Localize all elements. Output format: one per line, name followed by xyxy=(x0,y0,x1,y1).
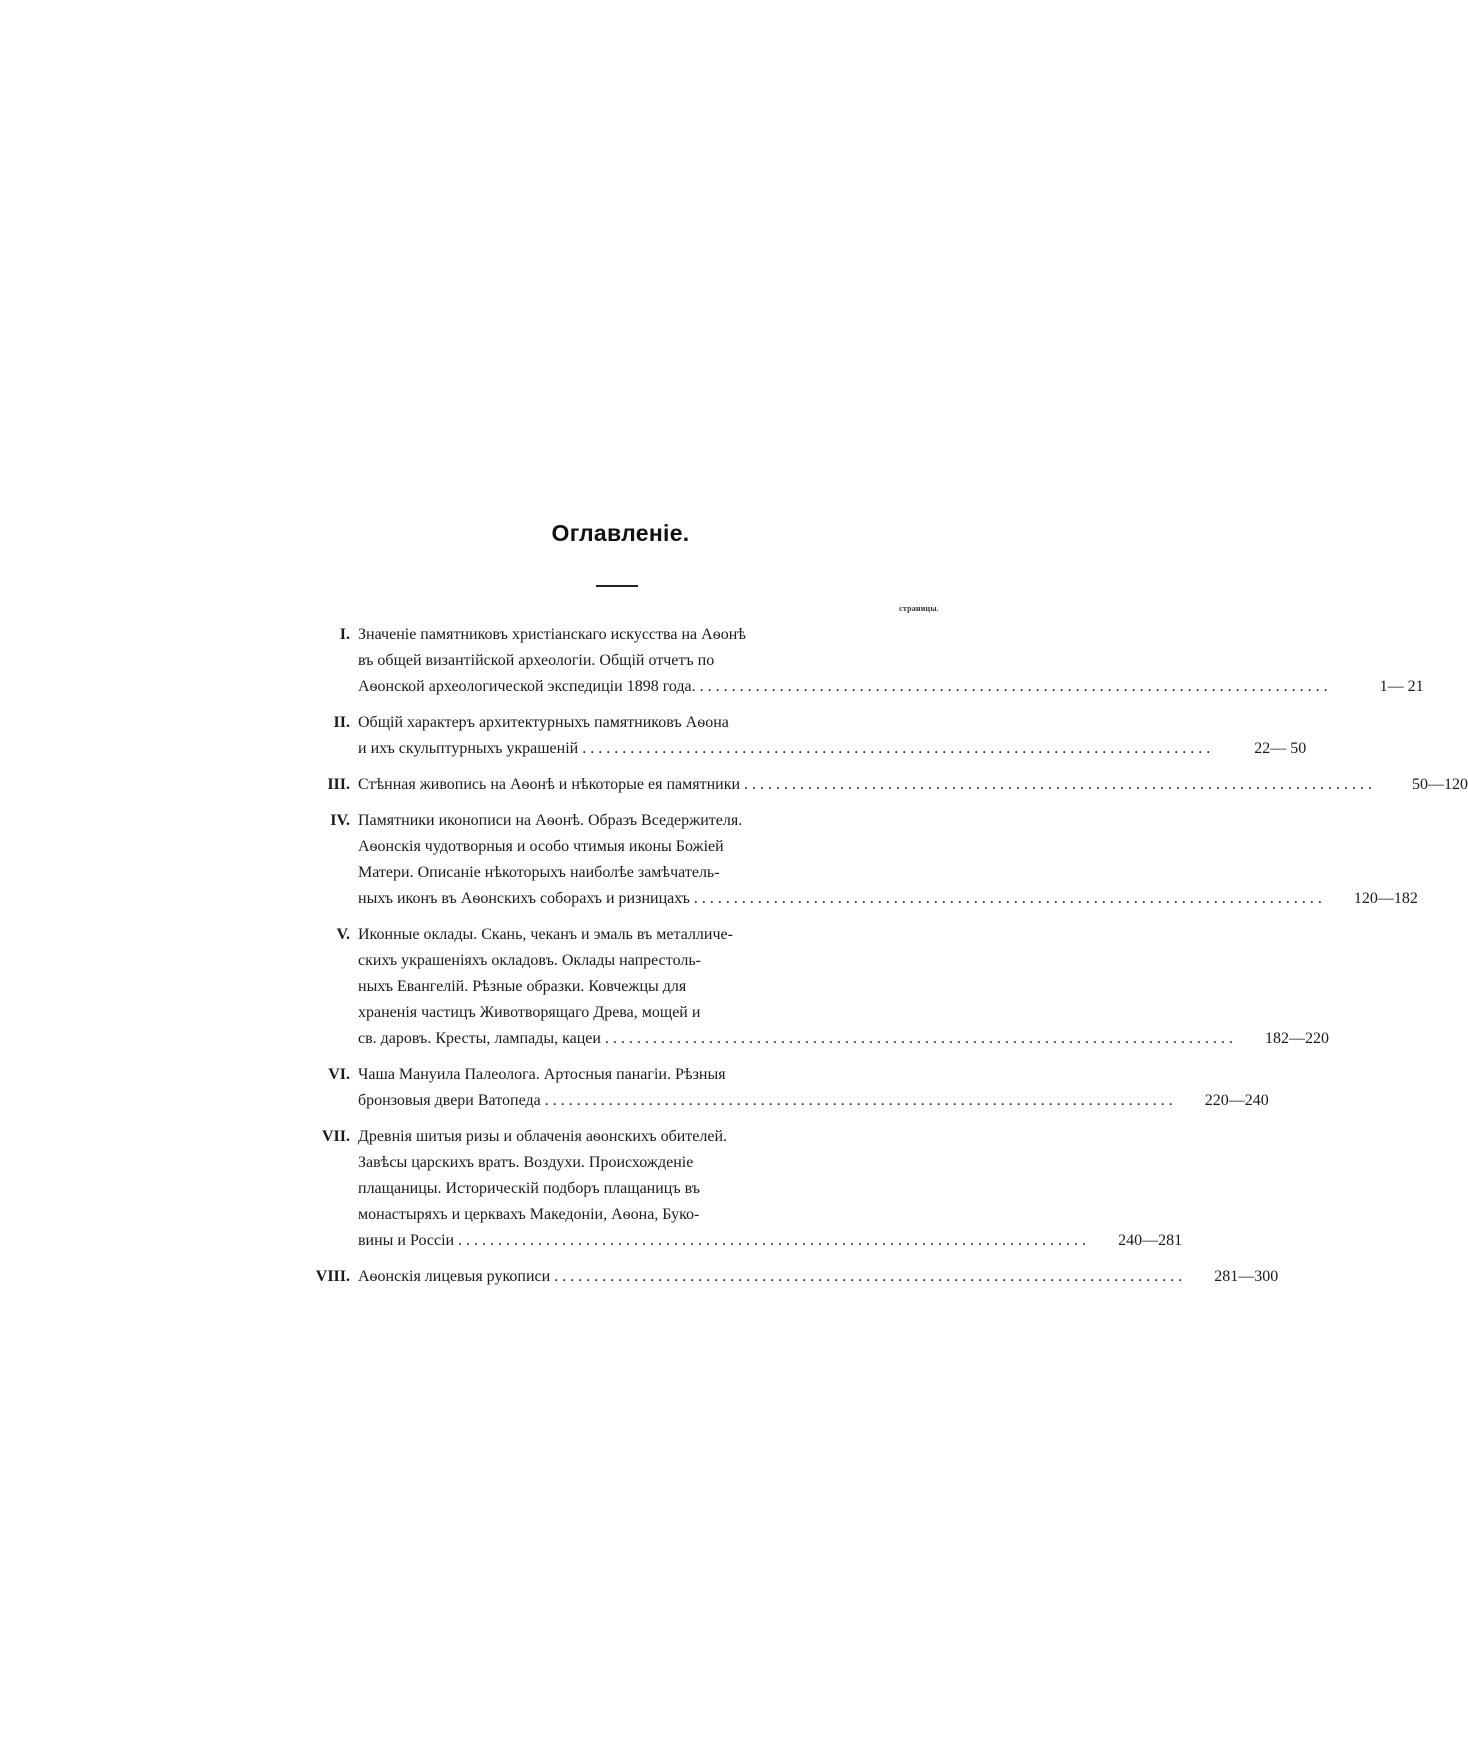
toc-entry-last-row xyxy=(358,772,1468,798)
toc-entry-last-row xyxy=(358,886,1418,912)
dot-leader xyxy=(554,1264,1182,1290)
toc-entry-body xyxy=(358,1062,1269,1114)
toc-entry-body xyxy=(358,772,1468,798)
toc-entry-line: Аѳонской археологической экспедиціи 1898 года. xyxy=(358,678,696,695)
dot-leader xyxy=(744,772,1372,798)
toc-entry-line: Завѣсы царскихъ вратъ. Воздухи. Происхожденіе xyxy=(358,1154,694,1171)
toc-entry-last-row xyxy=(358,1264,1278,1290)
toc-entry-pages: 120—182 xyxy=(1353,890,1418,907)
dot-leader xyxy=(700,674,1328,700)
toc-entry-numeral: I. xyxy=(339,626,350,643)
toc-entry-line: вины и Россіи xyxy=(358,1232,455,1249)
toc-entry-numeral: VII. xyxy=(321,1128,350,1145)
toc-entry-numeral: IV. xyxy=(330,812,350,829)
toc-entry-line: скихъ украшеніяхъ окладовъ. Оклады напрестоль- xyxy=(358,952,701,969)
table-of-contents xyxy=(310,622,1468,1300)
toc-entry-line: храненія частицъ Животворящаго Древа, мощей и xyxy=(358,1004,701,1021)
pages-column-header: страницы. xyxy=(899,604,939,613)
title-rule xyxy=(596,585,638,587)
toc-entry-line: Общій характеръ архитектурныхъ памятниковъ Аѳона xyxy=(358,714,729,731)
toc-entry-last-row xyxy=(358,1228,1182,1254)
toc-entry-last-row xyxy=(358,736,1306,762)
dot-leader xyxy=(545,1088,1173,1114)
toc-entry-pages: 22— 50 xyxy=(1254,740,1307,757)
toc-entry-line: ныхъ Евангелій. Рѣзные образки. Ковчежцы для xyxy=(358,978,687,995)
toc-entry-line: ныхъ иконъ въ Аѳонскихъ соборахъ и ризницахъ xyxy=(358,890,690,907)
toc-entry-last-row xyxy=(358,674,1424,700)
toc-entry-line: Памятники иконописи на Аѳонѣ. Образъ Вседержителя. xyxy=(358,812,743,829)
toc-entry xyxy=(310,772,1468,798)
toc-entry xyxy=(310,1124,1183,1254)
toc-entry-line: св. даровъ. Кресты, лампады, кацеи xyxy=(358,1030,601,1047)
toc-entry-numeral: VIII. xyxy=(315,1268,350,1285)
toc-entry-line: Чаша Мануила Палеолога. Артосныя панагіи. Рѣзныя xyxy=(358,1066,726,1083)
toc-entry-line: бронзовыя двери Ватопеда xyxy=(358,1092,541,1109)
toc-entry-line: Стѣнная живопись на Аѳонѣ и нѣкоторые ея памятники xyxy=(358,776,741,793)
dot-leader xyxy=(458,1228,1086,1254)
toc-entry-pages: 182—220 xyxy=(1264,1030,1329,1047)
toc-entry-body xyxy=(358,710,1306,762)
toc-entry-numeral: II. xyxy=(333,714,350,731)
toc-entry-last-row xyxy=(358,1026,1329,1052)
toc-entry-line: Значеніе памятниковъ христіанскаго искусства на Аѳонѣ xyxy=(358,626,746,643)
toc-entry xyxy=(310,622,1424,700)
toc-entry-pages: 281—300 xyxy=(1214,1268,1279,1285)
toc-entry-line: Аѳонскія чудотворныя и особо чтимыя иконы Божіей xyxy=(358,838,724,855)
toc-entry-pages: 1— 21 xyxy=(1379,678,1424,695)
toc-entry-line: и ихъ скульптурныхъ украшеній xyxy=(358,740,579,757)
toc-entry xyxy=(310,1062,1269,1114)
toc-entry-pages: 240—281 xyxy=(1118,1232,1183,1249)
toc-entry xyxy=(310,922,1329,1052)
dot-leader xyxy=(605,1026,1233,1052)
toc-entry-numeral: V. xyxy=(336,926,350,943)
toc-entry xyxy=(310,808,1418,912)
dot-leader xyxy=(582,736,1210,762)
toc-entry-numeral: VI. xyxy=(328,1066,350,1083)
toc-entry-body xyxy=(358,1124,1182,1254)
toc-entry-last-row xyxy=(358,1088,1269,1114)
toc-entry-pages: 50—120 xyxy=(1412,776,1468,793)
dot-leader xyxy=(694,886,1322,912)
toc-entry-line: плащаницы. Историческій подборъ плащаницъ въ xyxy=(358,1180,701,1197)
toc-entry-line: Матери. Описаніе нѣкоторыхъ наиболѣе замѣчатель- xyxy=(358,864,720,881)
toc-entry-body xyxy=(358,1264,1278,1290)
toc-entry-line: Древнія шитыя ризы и облаченія аѳонскихъ обителей. xyxy=(358,1128,728,1145)
toc-entry xyxy=(310,710,1307,762)
toc-entry-line: монастыряхъ и церквахъ Македоніи, Аѳона, Буко- xyxy=(358,1206,700,1223)
toc-entry-body xyxy=(358,622,1424,700)
toc-entry-numeral: III. xyxy=(327,776,350,793)
toc-entry-line: Иконные оклады. Скань, чеканъ и эмаль въ металличе- xyxy=(358,926,733,943)
toc-entry-pages: 220—240 xyxy=(1204,1092,1269,1109)
toc-entry-body xyxy=(358,808,1418,912)
toc-entry-line: въ общей византійской археологіи. Общій отчетъ по xyxy=(358,652,715,669)
page-title: Оглавленіе. xyxy=(551,520,690,546)
toc-entry-body xyxy=(358,922,1329,1052)
toc-entry-line: Аѳонскія лицевыя рукописи xyxy=(358,1268,551,1285)
toc-entry xyxy=(310,1264,1279,1290)
